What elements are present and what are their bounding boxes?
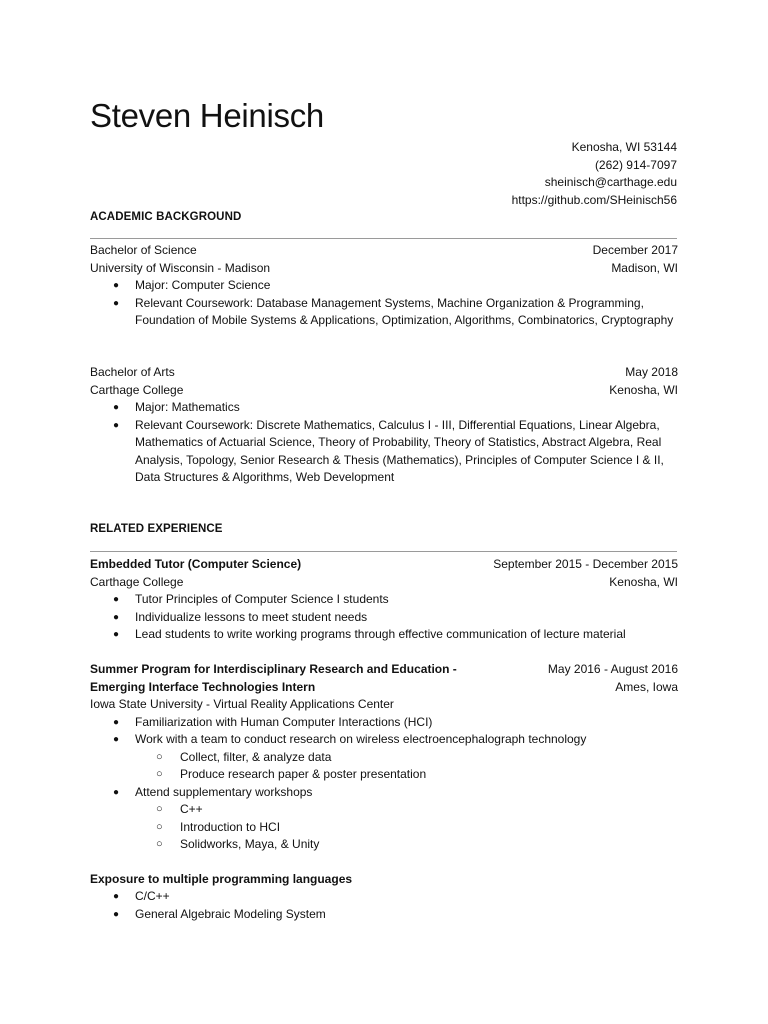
job-title: Embedded Tutor (Computer Science) bbox=[90, 557, 302, 571]
sub-bullet-item: ○ C++ bbox=[90, 801, 678, 819]
bullet-item: ● Attend supplementary workshops bbox=[90, 784, 678, 802]
experience-entry-tutor bbox=[90, 556, 678, 644]
job-title-line2: Emerging Interface Technologies Intern bbox=[90, 679, 316, 694]
degree-date: May 2018 bbox=[625, 365, 678, 379]
bullet-item: ● Major: Mathematics bbox=[90, 399, 678, 417]
sub-bullet-item: ○ Solidworks, Maya, & Unity bbox=[90, 836, 678, 854]
bullet-item: ● Relevant Coursework: Discrete Mathematics, Calculus I - III, Differential Equations, Linear Algebra, Mathematics of Actuarial Science, Theory of Probability, Theory of Statistics, Abstract Algebra, Real Analysis, Topology, Senior Research & Thesis (Mathematics), Principles of Computer Science I & II, Data Structures & Algorithms, Web Development bbox=[90, 417, 678, 487]
job-date: May 2016 - August 2016 bbox=[547, 662, 678, 676]
contact-address: Kenosha, WI 53144 bbox=[571, 140, 677, 154]
degree-title: Bachelor of Science bbox=[90, 243, 197, 257]
contact-block bbox=[512, 139, 677, 209]
job-org: Carthage College bbox=[90, 574, 184, 589]
bullet-item: ● Individualize lessons to meet student needs bbox=[90, 609, 678, 627]
school-name: Carthage College bbox=[90, 382, 184, 397]
degree-title: Bachelor of Arts bbox=[90, 365, 175, 379]
job-location: Kenosha, WI bbox=[609, 574, 678, 589]
job-org: Iowa State University - Virtual Reality Applications Center bbox=[90, 697, 394, 711]
resume-name: Steven Heinisch bbox=[90, 97, 324, 134]
bullet-item: ● C/C++ bbox=[90, 888, 678, 906]
languages-list bbox=[90, 888, 678, 923]
school-location: Kenosha, WI bbox=[609, 382, 678, 397]
sub-bullet-item: ○ Introduction to HCI bbox=[90, 819, 678, 837]
bullet-item: ● Tutor Principles of Computer Science I students bbox=[90, 591, 678, 609]
education-entry-uw bbox=[90, 242, 678, 330]
job-title-line1: Summer Program for Interdisciplinary Research and Education - bbox=[90, 662, 457, 676]
bullet-item: ● Relevant Coursework: Database Management Systems, Machine Organization & Programming, Foundation of Mobile Systems & Applications, Optimization, Algorithms, Combinatorics, Cryptography bbox=[90, 295, 678, 330]
experience-divider bbox=[90, 551, 677, 552]
bullet-item: ● Work with a team to conduct research on wireless electroencephalograph technology bbox=[90, 731, 678, 749]
contact-phone: (262) 914-7097 bbox=[594, 157, 677, 172]
experience-entry-spire bbox=[90, 661, 678, 854]
bullet-item: ● General Algebraic Modeling System bbox=[90, 906, 678, 924]
job-date: September 2015 - December 2015 bbox=[493, 557, 678, 571]
experience-heading: RELATED EXPERIENCE bbox=[90, 523, 223, 535]
contact-github-link[interactable]: https://github.com/SHeinisch56 bbox=[511, 192, 677, 207]
job-location: Ames, Iowa bbox=[615, 679, 678, 694]
bullet-item: ● Familiarization with Human Computer Interactions (HCI) bbox=[90, 714, 678, 732]
education-entry-carthage bbox=[90, 364, 678, 487]
sub-bullet-item: ○ Produce research paper & poster presentation bbox=[90, 766, 678, 784]
contact-email[interactable]: sheinisch@carthage.edu bbox=[544, 175, 677, 189]
academic-heading: ACADEMIC BACKGROUND bbox=[90, 211, 242, 223]
sub-bullet-item: ○ Collect, filter, & analyze data bbox=[90, 749, 678, 767]
academic-divider bbox=[90, 238, 677, 239]
bullet-item: ● Major: Computer Science bbox=[90, 277, 678, 295]
school-location: Madison, WI bbox=[611, 260, 678, 275]
school-name: University of Wisconsin - Madison bbox=[90, 260, 271, 275]
degree-date: December 2017 bbox=[592, 243, 678, 257]
languages-heading: Exposure to multiple programming languages bbox=[90, 872, 353, 886]
bullet-item: ● Lead students to write working programs through effective communication of lecture material bbox=[90, 626, 678, 644]
